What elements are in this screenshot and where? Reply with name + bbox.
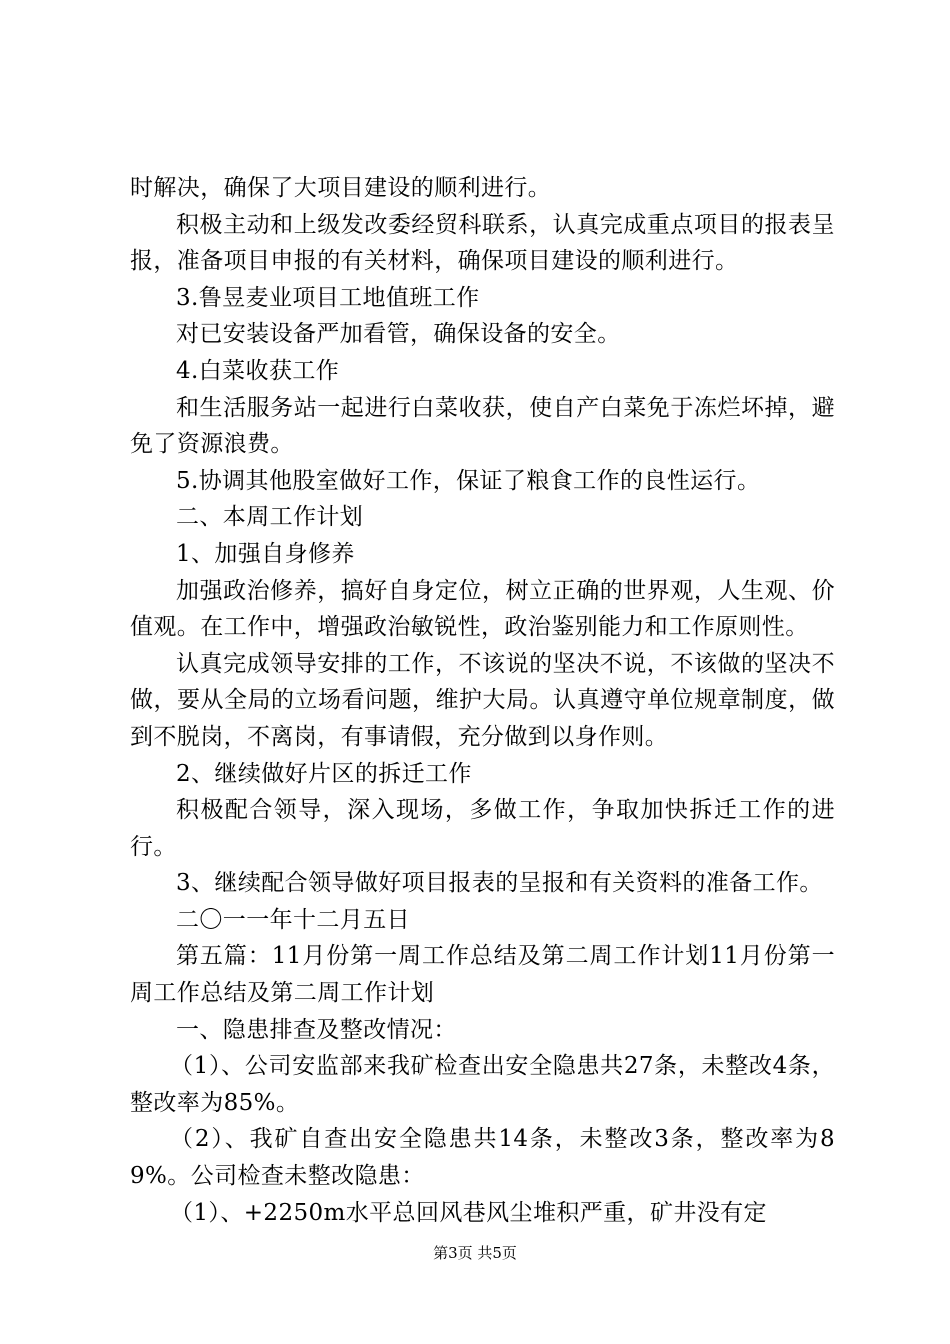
paragraph: 和生活服务站一起进行白菜收获，使自产白菜免于冻烂坏掉，避免了资源浪费。 [130, 394, 835, 458]
paragraph: 加强政治修养，搞好自身定位，树立正确的世界观，人生观、价值观。在工作中，增强政治敏锐性，政治鉴别能力和工作原则性。 [130, 577, 835, 641]
paragraph: （1）、+2250m水平总回风巷风尘堆积严重，矿井没有定 [170, 1199, 767, 1226]
page-footer: 第3页 共5页 [433, 1244, 517, 1262]
paragraph: 3.鲁昱麦业项目工地值班工作 [176, 284, 480, 311]
paragraph: （1）、公司安监部来我矿检查出安全隐患共27条，未整改4条，整改率为85%。 [130, 1053, 835, 1116]
paragraph: （2）、我矿自查出安全隐患共14条，未整改3条，整改率为89%。公司检查未整改隐患： [130, 1126, 835, 1190]
paragraph: 二〇一一年十二月五日 [176, 906, 410, 933]
paragraph: 第五篇：11月份第一周工作总结及第二周工作计划11月份第一周工作总结及第二周工作计划 [130, 943, 835, 1007]
paragraph: 积极主动和上级发改委经贸科联系，认真完成重点项目的报表呈报，准备项目申报的有关材料，确保项目建设的顺利进行。 [130, 211, 835, 275]
paragraph: 1、加强自身修养 [176, 540, 355, 567]
paragraph: 一、隐患排查及整改情况： [176, 1016, 457, 1043]
paragraph: 4.白菜收获工作 [176, 357, 340, 384]
paragraph: 对已安装设备严加看管，确保设备的安全。 [176, 321, 621, 348]
document-body [130, 170, 835, 1231]
paragraph: 时解决，确保了大项目建设的顺利进行。 [130, 175, 552, 201]
paragraph: 2、继续做好片区的拆迁工作 [176, 760, 472, 787]
paragraph: 二、本周工作计划 [176, 504, 364, 531]
paragraph: 认真完成领导安排的工作，不该说的坚决不说，不该做的坚决不做，要从全局的立场看问题，维护大局。认真遵守单位规章制度，做到不脱岗，不离岗，有事请假，充分做到以身作则。 [130, 650, 835, 750]
paragraph: 5.协调其他股室做好工作，保证了粮食工作的良性运行。 [176, 467, 761, 494]
paragraph: 3、继续配合领导做好项目报表的呈报和有关资料的准备工作。 [176, 870, 823, 897]
paragraph: 积极配合领导，深入现场，多做工作，争取加快拆迁工作的进行。 [130, 797, 835, 860]
